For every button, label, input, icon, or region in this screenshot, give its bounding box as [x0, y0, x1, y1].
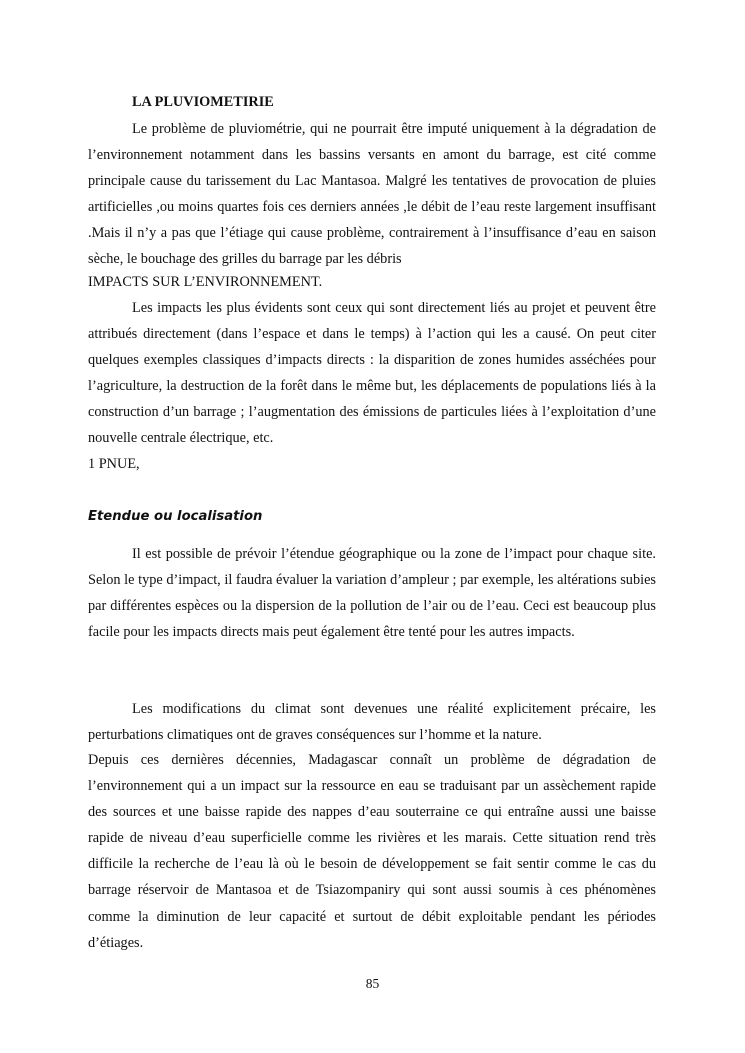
page-number: 85 [365, 976, 380, 991]
section-heading-etendue: Etendue ou localisation [88, 509, 263, 524]
section-heading-impacts: IMPACTS SUR L’ENVIRONNEMENT. [88, 274, 323, 290]
paragraph-pluviometrie: Le problème de pluviométrie, qui ne pourrait être imputé uniquement à la dégradation de l’environnement notamment dans les bassins versants en amont du barrage, est cité comme principale cause du tarissement du Lac Mantasoa. Malgré les tentatives de provocation de pluies artificielles ,ou moins quartes fois ces derniers années ,le débit de l’eau reste largement insuffisant .Mais il n’y a pas que l’étiage qui cause problème, contrairement à l’insuffisance d’eau en saison sèche, le bouchage des grilles du barrage par les débris [88, 121, 656, 268]
paragraph-madagascar: Depuis ces dernières décennies, Madagascar connaît un problème de dégradation de l’environnement qui a un impact sur la ressource en eau se traduisant par un assèchement rapide des sources et une baisse rapide des nappes d’eau souterraine ce qui entraîne aussi une baisse rapide de niveau d’eau superficielle comme les rivières et les marais. Cette situation rend très difficile la recherche de l’eau là où le besoin de développement se fait sentir comme le cas du barrage réservoir de Mantasoa et de Tsiazompaniry qui sont aussi soumis à ces phénomènes comme la diminution de leur capacité et surtout de débit exploitable pendant les périodes d’étiages. [88, 752, 656, 951]
source-note: 1 PNUE, [88, 456, 140, 472]
paragraph-etendue: Il est possible de prévoir l’étendue géographique ou la zone de l’impact pour chaque site. Selon le type d’impact, il faudra évaluer la variation d’ampleur ; par exemple, les altérations subies par différentes espèces ou la dispersion de la pollution de l’air ou de l’eau. Ceci est beaucoup plus facile pour les impacts directs mais peut également être tenté pour les autres impacts. [88, 546, 656, 641]
paragraph-impacts: Les impacts les plus évidents sont ceux qui sont directement liés au projet et peuvent être attribués directement (dans l’espace et dans le temps) à l’action qui les a causé. On peut citer quelques exemples classiques d’impacts directs : la disparition de zones humides asséchées pour l’agriculture, la destruction de la forêt dans le même but, les déplacements de populations liés à la construction d’un barrage ; l’augmentation des émissions de particules liées à l’exploitation d’une nouvelle centrale électrique, etc. [88, 300, 656, 447]
paragraph-climat: Les modifications du climat sont devenues une réalité explicitement précaire, les perturbations climatiques ont de graves conséquences sur l’homme et la nature. [88, 701, 656, 744]
section-heading-pluviometrie: LA PLUVIOMETIRIE [132, 94, 274, 110]
